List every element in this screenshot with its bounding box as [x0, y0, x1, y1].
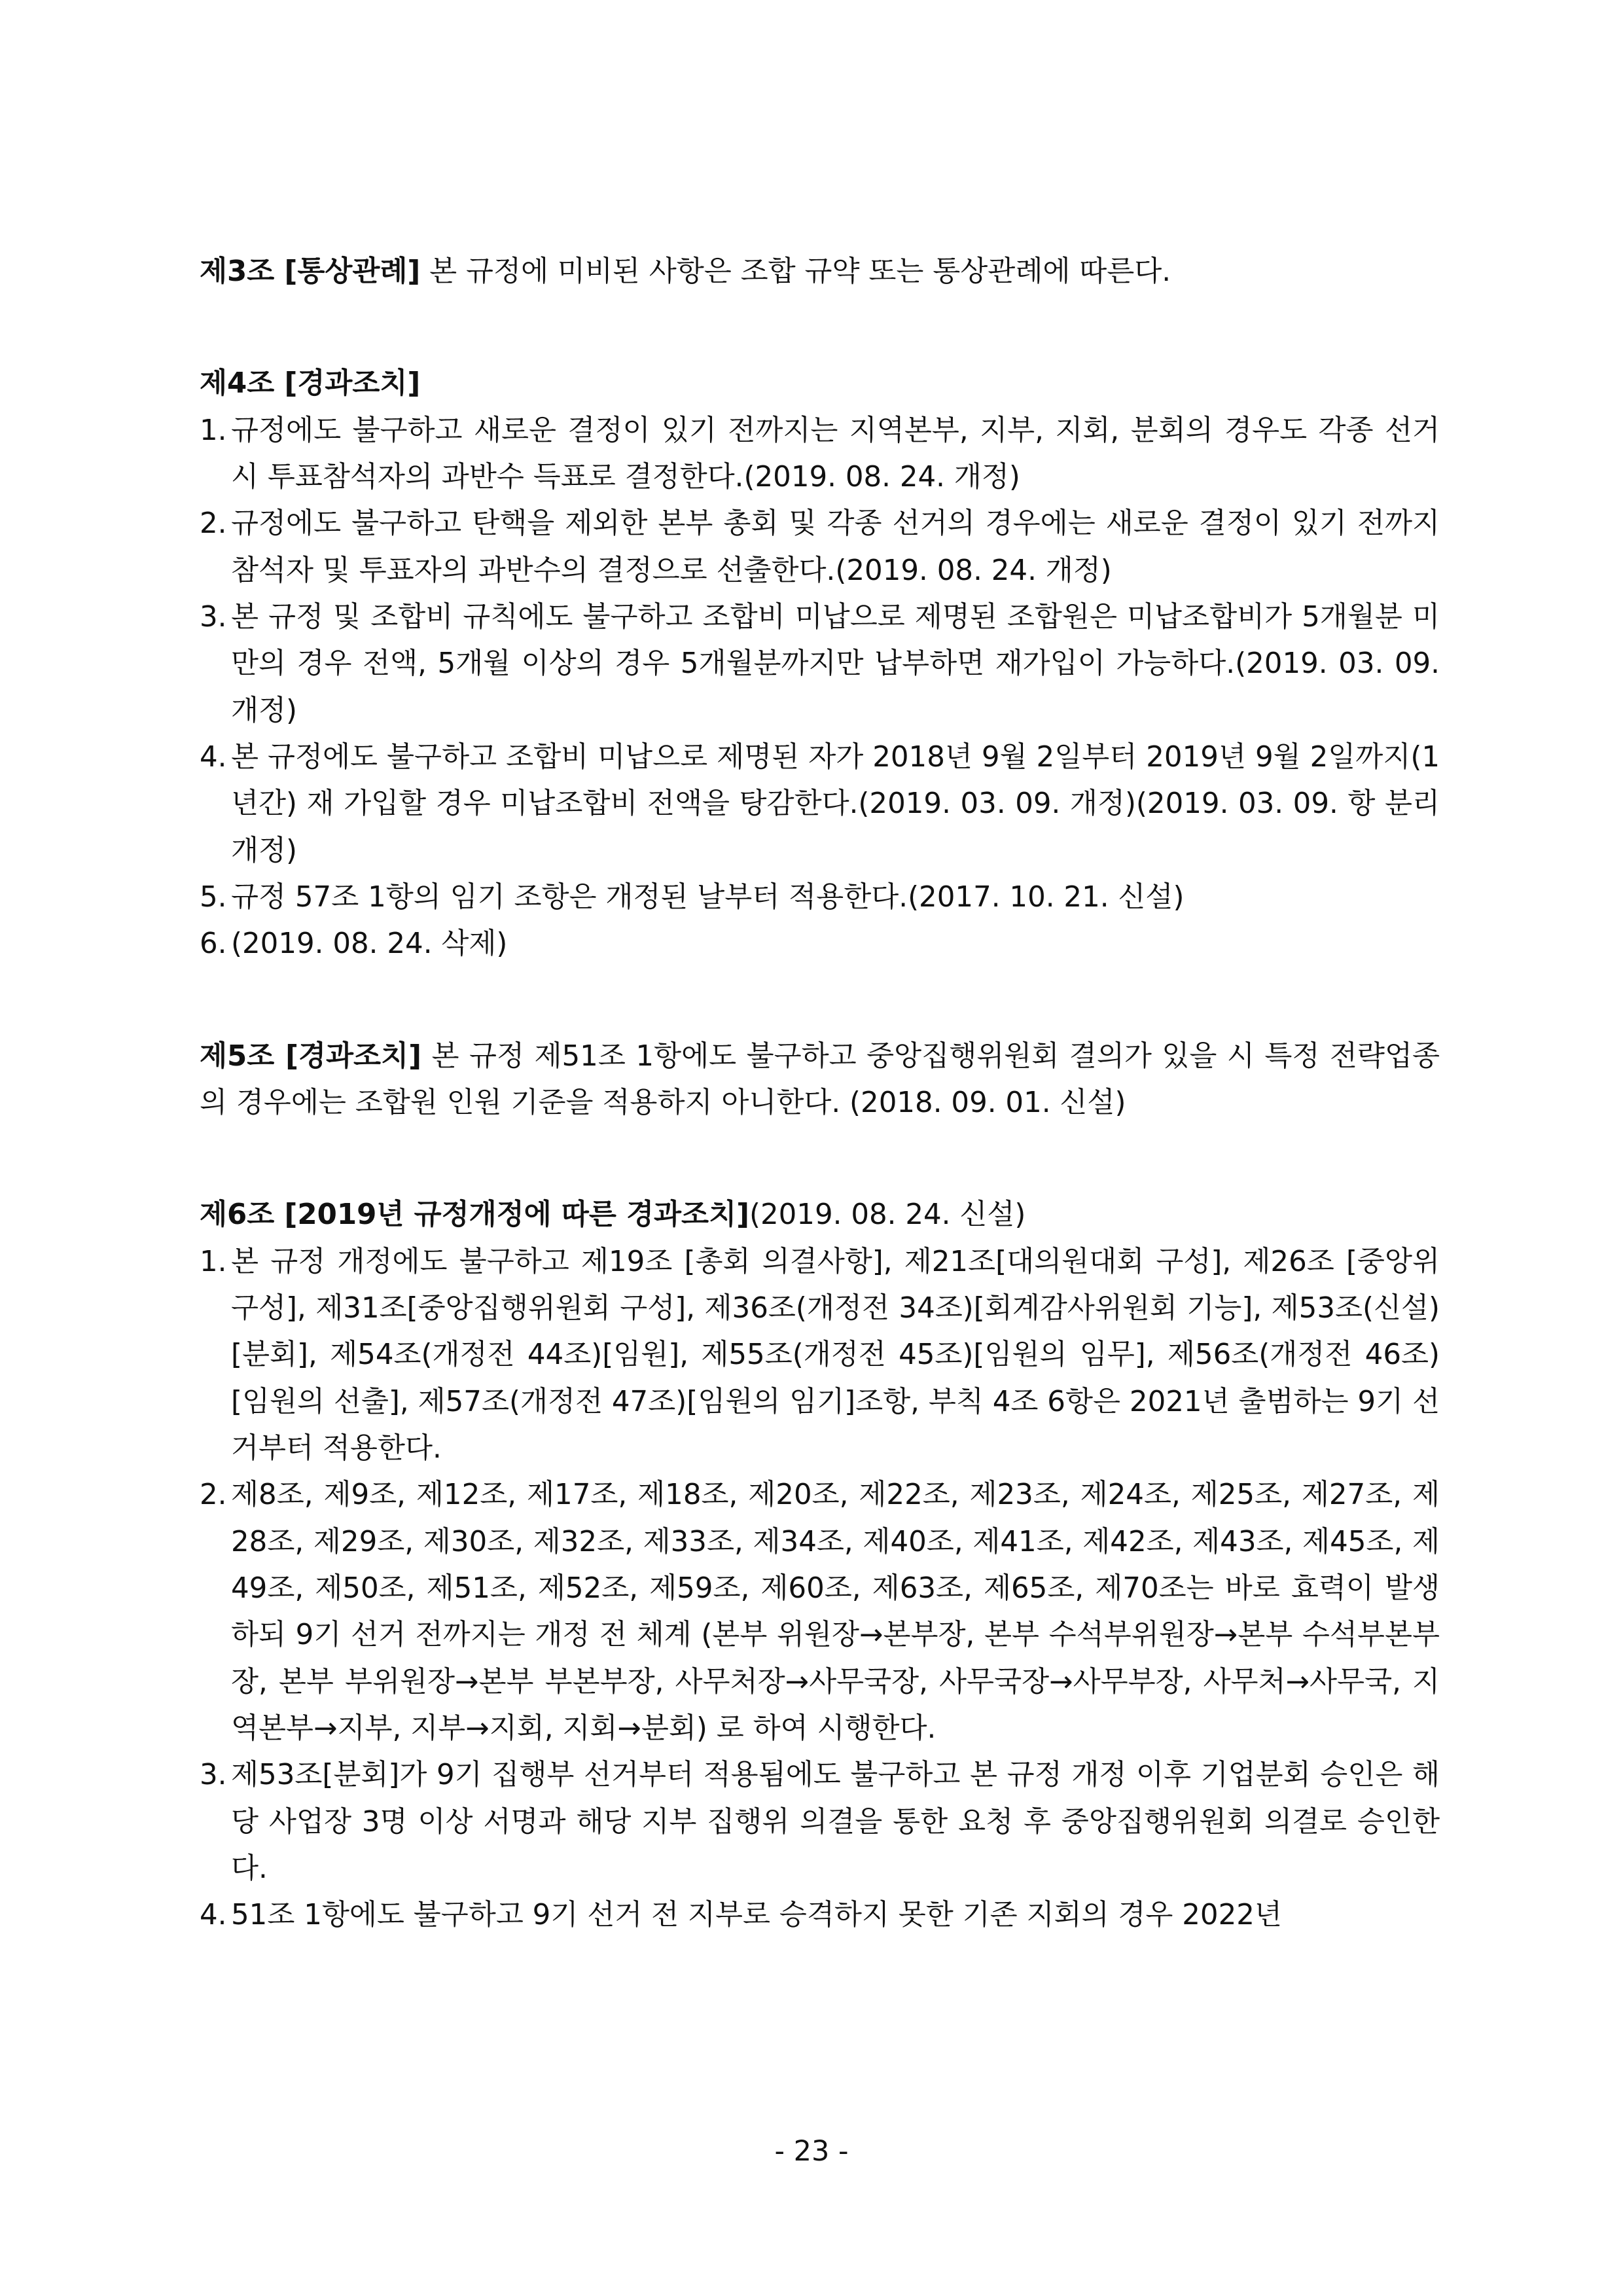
item-number: 5. [200, 880, 227, 914]
spacer [200, 1126, 1440, 1192]
page-number: - 23 - [774, 2135, 849, 2168]
item-number: 1. [200, 414, 227, 447]
list-item [200, 874, 1440, 921]
article-6 [200, 1192, 1440, 1939]
list-item [200, 408, 1440, 501]
article-6-heading [200, 1192, 1440, 1238]
article-6-note: (2019. 08. 24. 신설) [749, 1198, 1026, 1232]
document-page [200, 249, 1440, 1939]
item-number: 3. [200, 600, 227, 634]
list-item [200, 1752, 1440, 1892]
list-item [200, 921, 1440, 967]
item-number: 6. [200, 927, 227, 961]
article-5-text: 본 규정 제51조 1항에도 불구하고 중앙집행위원회 결의가 있을 시 특정 전략업종의 경우에는 조합원 인원 기준을 적용하지 아니한다. (2018. 09. 01. 신설) [200, 1039, 1440, 1119]
list-item [200, 1892, 1440, 1939]
item-text: 제53조[분회]가 9기 집행부 선거부터 적용됨에도 불구하고 본 규정 개정 이후 기업분회 승인은 해당 사업장 3명 이상 서명과 해당 지부 집행위 의결을 통한 요청 후 중앙집행위원회 의결로 승인한다. [231, 1759, 1440, 1885]
item-text: 제8조, 제9조, 제12조, 제17조, 제18조, 제20조, 제22조, 제23조, 제24조, 제25조, 제27조, 제28조, 제29조, 제30조, 제32조, 제33조, 제34조, 제40조, 제41조, 제42조, 제43조, 제45조, 제49조, 제50조, 제51조, 제52조, 제59조, 제60조, 제63조, 제65조, 제70조는 바로 효력이 발생하되 9기 선거 전까지는 개정 전 체계 (본부 위원장→본부장, 본부 수석부위원장→본부 수석부본부장, 본부 부위원장→본부 부본부장, 사무처장→사무국장, 사무국장→사무부장, 사무처→사무국, 지역본부→지부, 지부→지회, 지회→분회) 로 하여 시행한다. [231, 1479, 1440, 1745]
article-4-title: 제4조 [경과조치] [200, 367, 421, 401]
list-item [200, 1472, 1440, 1752]
item-number: 3. [200, 1759, 227, 1792]
item-text: 규정에도 불구하고 새로운 결정이 있기 전까지는 지역본부, 지부, 지회, 분회의 경우도 각종 선거 시 투표참석자의 과반수 득표로 결정한다.(2019. 08. 24. 개정) [231, 414, 1440, 493]
item-number: 4. [200, 740, 227, 774]
article-3-text: 본 규정에 미비된 사항은 조합 규약 또는 통상관례에 따른다. [420, 255, 1171, 288]
item-text: 본 규정에도 불구하고 조합비 미납으로 제명된 자가 2018년 9월 2일부터 2019년 9월 2일까지(1년간) 재 가입할 경우 미납조합비 전액을 탕감한다.(2019. 03. 09. 개정)(2019. 03. 09. 항 분리 개정) [231, 740, 1440, 867]
article-5-title: 제5조 [경과조치] [200, 1039, 421, 1073]
list-item [200, 501, 1440, 594]
item-text: 본 규정 개정에도 불구하고 제19조 [총회 의결사항], 제21조[대의원대회 구성], 제26조 [중앙위 구성], 제31조[중앙집행위원회 구성], 제36조(개정전 34조)[회계감사위원회 기능], 제53조(신설)[분회], 제54조(개정전 44조)[임원], 제55조(개정전 45조)[임원의 임무], 제56조(개정전 46조)[임원의 선출], 제57조(개정전 47조)[임원의 임기]조항, 부칙 4조 6항은 2021년 출범하는 9기 선거부터 적용한다. [231, 1245, 1440, 1465]
item-text: 규정 57조 1항의 임기 조항은 개정된 날부터 적용한다.(2017. 10. 21. 신설) [231, 880, 1185, 914]
article-4-list [200, 408, 1440, 968]
item-number: 2. [200, 507, 227, 541]
item-text: 51조 1항에도 불구하고 9기 선거 전 지부로 승격하지 못한 기존 지회의 경우 2022년 [231, 1899, 1282, 1932]
item-number: 2. [200, 1479, 227, 1512]
item-text: 본 규정 및 조합비 규칙에도 불구하고 조합비 미납으로 제명된 조합원은 미납조합비가 5개월분 미만의 경우 전액, 5개월 이상의 경우 5개월분까지만 납부하면 재가입이 가능하다.(2019. 03. 09. 개정) [231, 600, 1440, 727]
item-text: (2019. 08. 24. 삭제) [231, 927, 508, 961]
article-5 [200, 1033, 1440, 1127]
item-number: 4. [200, 1899, 227, 1932]
article-3-title: 제3조 [통상관례] [200, 255, 421, 288]
article-3 [200, 249, 1440, 295]
item-text: 규정에도 불구하고 탄핵을 제외한 본부 총회 및 각종 선거의 경우에는 새로운 결정이 있기 전까지 참석자 및 투표자의 과반수의 결정으로 선출한다.(2019. 08. 24. 개정) [231, 507, 1440, 587]
list-item [200, 594, 1440, 734]
list-item [200, 734, 1440, 874]
spacer [200, 968, 1440, 1033]
article-4-heading [200, 361, 1440, 407]
article-6-title: 제6조 [2019년 규정개정에 따른 경과조치] [200, 1198, 749, 1232]
article-4 [200, 361, 1440, 967]
list-item [200, 1239, 1440, 1473]
item-number: 1. [200, 1245, 227, 1278]
article-6-list [200, 1239, 1440, 1939]
spacer [200, 295, 1440, 361]
